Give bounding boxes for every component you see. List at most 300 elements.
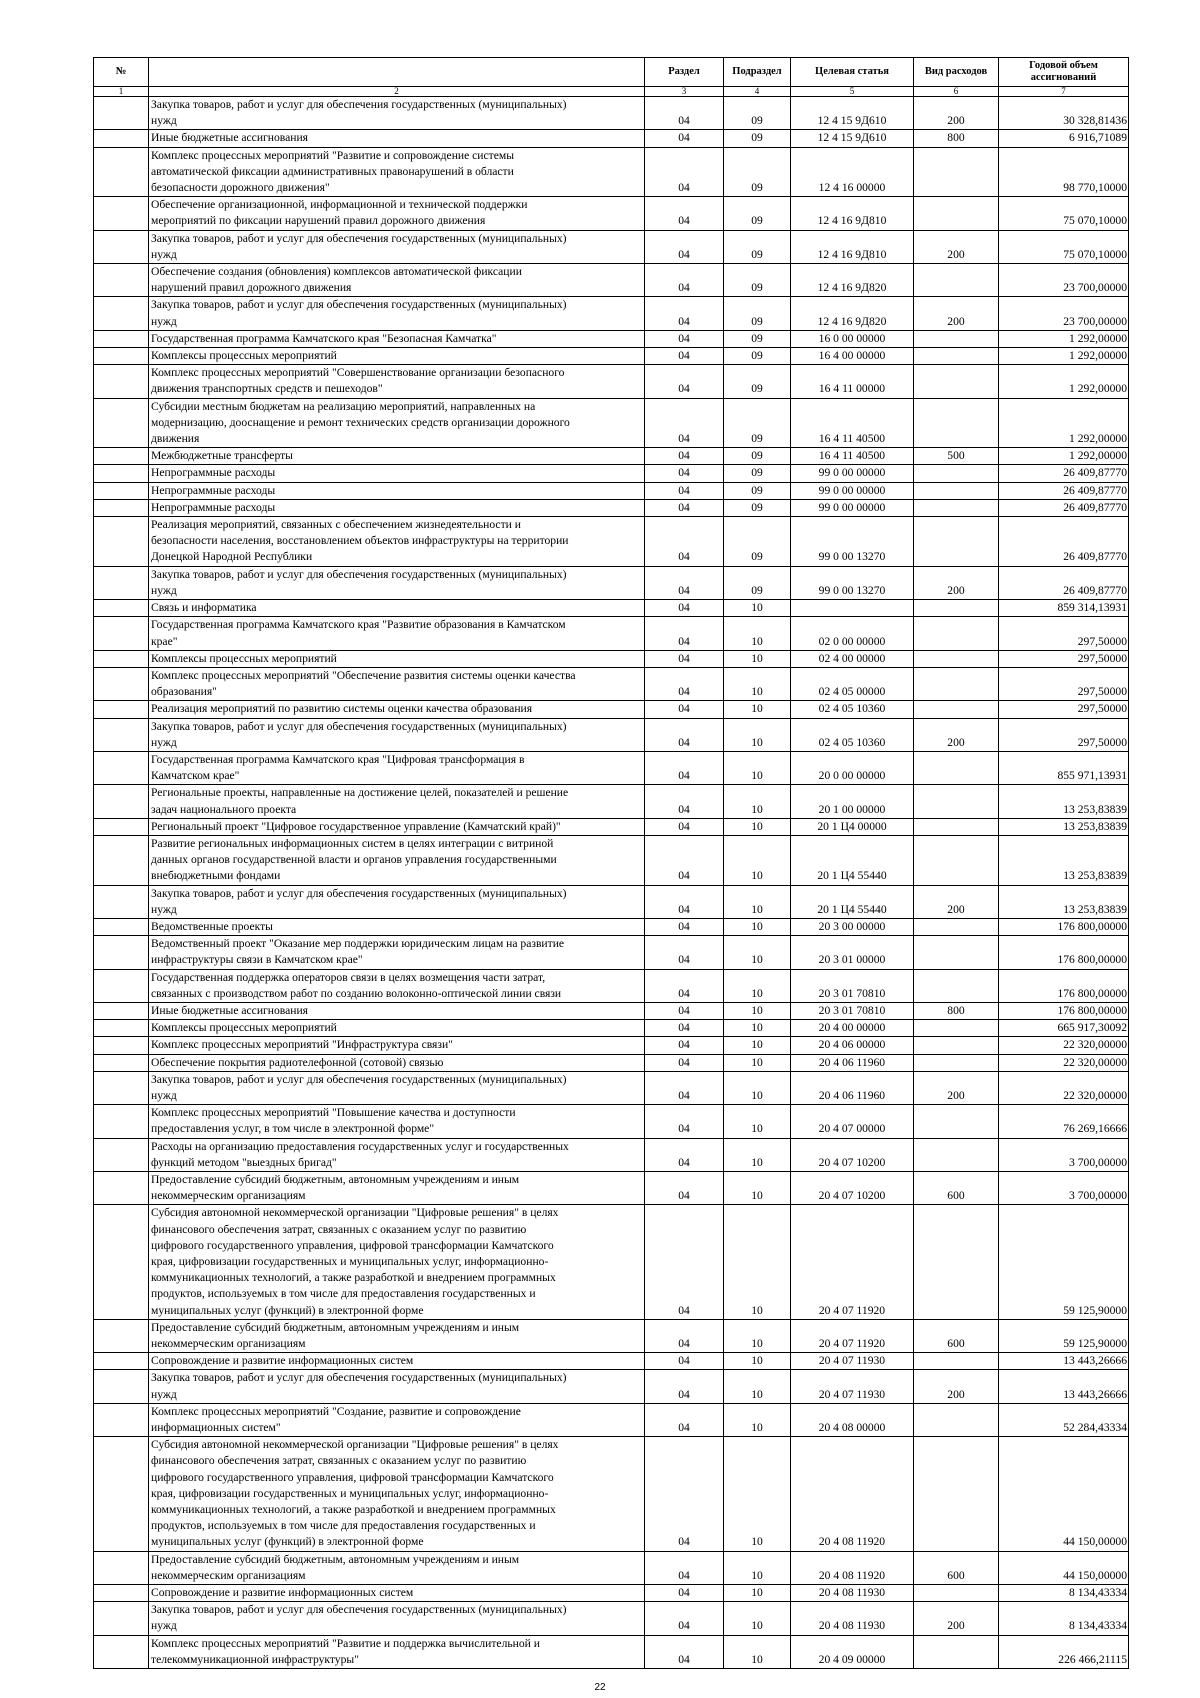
cell-godovoy-obem: 13 253,83839 — [999, 818, 1129, 835]
cell-razdel: 04 — [645, 835, 724, 885]
cell-godovoy-obem: 22 320,00000 — [999, 1071, 1129, 1104]
cell-podrazdel: 10 — [724, 1370, 791, 1403]
cell-podrazdel: 10 — [724, 1635, 791, 1668]
table-row — [94, 667, 1129, 700]
cell-num — [94, 1054, 149, 1071]
cell-godovoy-obem: 297,50000 — [999, 650, 1129, 667]
cell-podrazdel: 09 — [724, 230, 791, 263]
cell-tselevaya-statya: 20 3 01 70810 — [791, 1002, 914, 1019]
cell-godovoy-obem: 176 800,00000 — [999, 1002, 1129, 1019]
cell-vid-rashodov — [914, 600, 999, 617]
cell-podrazdel: 09 — [724, 197, 791, 230]
cell-vid-rashodov — [914, 918, 999, 935]
cell-razdel: 04 — [645, 465, 724, 482]
table-row — [94, 97, 1129, 130]
cell-podrazdel: 10 — [724, 936, 791, 969]
cell-godovoy-obem: 855 971,13931 — [999, 751, 1129, 784]
cell-name: Закупка товаров, работ и услуг для обеспечения государственных (муниципальных) нужд — [149, 297, 645, 330]
cell-godovoy-obem: 26 409,87770 — [999, 482, 1129, 499]
table-row — [94, 1138, 1129, 1171]
cell-razdel: 04 — [645, 1635, 724, 1668]
cell-podrazdel: 10 — [724, 1551, 791, 1584]
cell-num — [94, 918, 149, 935]
cell-tselevaya-statya: 02 0 00 00000 — [791, 617, 914, 650]
cell-razdel: 04 — [645, 130, 724, 147]
cell-razdel: 04 — [645, 1602, 724, 1635]
cell-vid-rashodov: 800 — [914, 130, 999, 147]
cell-tselevaya-statya: 20 4 08 00000 — [791, 1403, 914, 1436]
cell-name: Комплекс процессных мероприятий "Развитие и сопровождение системы автоматической фиксации административных правонарушений в области безопасности дорожного движения" — [149, 147, 645, 197]
cell-tselevaya-statya: 20 4 00 00000 — [791, 1020, 914, 1037]
cell-name: Обеспечение создания (обновления) комплексов автоматической фиксации нарушений правил дорожного движения — [149, 264, 645, 297]
cell-num — [94, 1353, 149, 1370]
cell-name: Комплекс процессных мероприятий "Создание, развитие и сопровождение информационных систем" — [149, 1403, 645, 1436]
cell-podrazdel: 10 — [724, 1105, 791, 1138]
cell-vid-rashodov: 200 — [914, 297, 999, 330]
cell-razdel: 04 — [645, 1037, 724, 1054]
table-row — [94, 650, 1129, 667]
cell-godovoy-obem: 75 070,10000 — [999, 197, 1129, 230]
cell-podrazdel: 10 — [724, 617, 791, 650]
cell-podrazdel: 10 — [724, 701, 791, 718]
table-row — [94, 1105, 1129, 1138]
cell-num — [94, 482, 149, 499]
table-row — [94, 398, 1129, 448]
cell-name: Ведомственные проекты — [149, 918, 645, 935]
cell-name: Субсидия автономной некоммерческой организации "Цифровые решения" в целях финансового обеспечения затрат, связанных с оказанием услуг по развитию цифрового государственного управления, цифровой трансформации Камчатского края, цифровизации государственных и муниципальных услуг, информационно- коммуникационных технологий, а также разработкой и внедрением программных продуктов, используемых в том числе для предоставления государственных и муниципальных услуг (функций) в электронной форме — [149, 1437, 645, 1551]
cell-name: Комплекс процессных мероприятий "Повышение качества и доступности предоставления услуг, в том числе в электронной форме" — [149, 1105, 645, 1138]
cell-tselevaya-statya: 12 4 15 9Д610 — [791, 130, 914, 147]
cell-name: Сопровождение и развитие информационных систем — [149, 1585, 645, 1602]
cell-tselevaya-statya: 12 4 16 9Д810 — [791, 230, 914, 263]
cell-vid-rashodov: 600 — [914, 1172, 999, 1205]
cell-godovoy-obem: 44 150,00000 — [999, 1551, 1129, 1584]
table-row — [94, 1585, 1129, 1602]
table-row — [94, 517, 1129, 567]
cell-podrazdel: 09 — [724, 448, 791, 465]
cell-razdel: 04 — [645, 1172, 724, 1205]
cell-vid-rashodov — [914, 1403, 999, 1436]
header-godovoy-obem: Годовой объем ассигнований — [999, 58, 1129, 87]
cell-tselevaya-statya: 20 4 08 11920 — [791, 1551, 914, 1584]
cell-tselevaya-statya: 02 4 00 00000 — [791, 650, 914, 667]
cell-podrazdel: 10 — [724, 1602, 791, 1635]
column-number: 3 — [645, 87, 724, 97]
table-row — [94, 617, 1129, 650]
cell-razdel: 04 — [645, 147, 724, 197]
cell-razdel: 04 — [645, 936, 724, 969]
cell-razdel: 04 — [645, 1020, 724, 1037]
cell-num — [94, 1020, 149, 1037]
cell-podrazdel: 09 — [724, 297, 791, 330]
cell-godovoy-obem: 30 328,81436 — [999, 97, 1129, 130]
cell-razdel: 04 — [645, 751, 724, 784]
cell-godovoy-obem: 23 700,00000 — [999, 297, 1129, 330]
cell-godovoy-obem: 13 443,26666 — [999, 1370, 1129, 1403]
cell-razdel: 04 — [645, 617, 724, 650]
cell-razdel: 04 — [645, 499, 724, 516]
cell-num — [94, 1551, 149, 1584]
cell-podrazdel: 10 — [724, 918, 791, 935]
cell-tselevaya-statya: 20 4 06 11960 — [791, 1054, 914, 1071]
cell-tselevaya-statya: 12 4 16 00000 — [791, 147, 914, 197]
cell-podrazdel: 09 — [724, 264, 791, 297]
cell-name: Обеспечение покрытия радиотелефонной (сотовой) связью — [149, 1054, 645, 1071]
cell-vid-rashodov: 200 — [914, 1602, 999, 1635]
cell-num — [94, 650, 149, 667]
cell-godovoy-obem: 76 269,16666 — [999, 1105, 1129, 1138]
cell-tselevaya-statya: 16 4 11 40500 — [791, 448, 914, 465]
cell-num — [94, 1138, 149, 1171]
cell-name: Ведомственный проект "Оказание мер поддержки юридическим лицам на развитие инфраструктуры связи в Камчатском крае" — [149, 936, 645, 969]
cell-razdel: 04 — [645, 600, 724, 617]
cell-name: Закупка товаров, работ и услуг для обеспечения государственных (муниципальных) нужд — [149, 885, 645, 918]
cell-tselevaya-statya: 20 3 01 70810 — [791, 969, 914, 1002]
cell-name: Субсидии местным бюджетам на реализацию мероприятий, направленных на модернизацию, дооснащение и ремонт технических средств организации дорожного движения — [149, 398, 645, 448]
cell-name: Иные бюджетные ассигнования — [149, 1002, 645, 1019]
cell-name: Комплекс процессных мероприятий "Инфраструктура связи" — [149, 1037, 645, 1054]
cell-vid-rashodov — [914, 197, 999, 230]
cell-num — [94, 885, 149, 918]
cell-num — [94, 365, 149, 398]
cell-razdel: 04 — [645, 718, 724, 751]
cell-tselevaya-statya: 20 4 07 10200 — [791, 1138, 914, 1171]
table-row — [94, 1054, 1129, 1071]
cell-num — [94, 835, 149, 885]
cell-vid-rashodov — [914, 1138, 999, 1171]
cell-tselevaya-statya: 20 4 07 11920 — [791, 1319, 914, 1352]
cell-num — [94, 1002, 149, 1019]
cell-tselevaya-statya: 12 4 16 9Д820 — [791, 264, 914, 297]
cell-vid-rashodov: 200 — [914, 566, 999, 599]
header-podrazdel: Подраздел — [724, 58, 791, 87]
header-name — [149, 58, 645, 87]
table-row — [94, 1551, 1129, 1584]
cell-num — [94, 718, 149, 751]
table-row — [94, 348, 1129, 365]
table-row — [94, 1319, 1129, 1352]
table-row — [94, 885, 1129, 918]
cell-name: Государственная поддержка операторов связи в целях возмещения части затрат, связанных с производством работ по созданию волоконно-оптической линии связи — [149, 969, 645, 1002]
cell-num — [94, 1585, 149, 1602]
cell-tselevaya-statya: 20 4 07 11920 — [791, 1205, 914, 1319]
column-number: 2 — [149, 87, 645, 97]
cell-name: Закупка товаров, работ и услуг для обеспечения государственных (муниципальных) нужд — [149, 566, 645, 599]
cell-godovoy-obem: 6 916,71089 — [999, 130, 1129, 147]
cell-razdel: 04 — [645, 1138, 724, 1171]
cell-num — [94, 264, 149, 297]
cell-vid-rashodov — [914, 517, 999, 567]
cell-godovoy-obem: 22 320,00000 — [999, 1054, 1129, 1071]
cell-name: Расходы на организацию предоставления государственных услуг и государственных функций методом "выездных бригад" — [149, 1138, 645, 1171]
cell-podrazdel: 09 — [724, 365, 791, 398]
cell-name: Реализация мероприятий по развитию системы оценки качества образования — [149, 701, 645, 718]
cell-razdel: 04 — [645, 1054, 724, 1071]
cell-vid-rashodov — [914, 667, 999, 700]
cell-razdel: 04 — [645, 667, 724, 700]
cell-vid-rashodov: 200 — [914, 1370, 999, 1403]
document-page — [93, 57, 1128, 1669]
cell-godovoy-obem: 176 800,00000 — [999, 969, 1129, 1002]
cell-vid-rashodov: 200 — [914, 718, 999, 751]
cell-tselevaya-statya: 20 4 07 00000 — [791, 1105, 914, 1138]
cell-num — [94, 1319, 149, 1352]
table-row — [94, 1437, 1129, 1551]
cell-tselevaya-statya: 20 0 00 00000 — [791, 751, 914, 784]
cell-tselevaya-statya: 20 4 09 00000 — [791, 1635, 914, 1668]
page-number: 22 — [594, 1682, 606, 1693]
cell-vid-rashodov — [914, 1020, 999, 1037]
cell-vid-rashodov — [914, 936, 999, 969]
cell-godovoy-obem: 1 292,00000 — [999, 330, 1129, 347]
table-row — [94, 701, 1129, 718]
cell-name: Комплекс процессных мероприятий "Совершенствование организации безопасного движения транспортных средств и пешеходов" — [149, 365, 645, 398]
cell-godovoy-obem: 26 409,87770 — [999, 517, 1129, 567]
table-row — [94, 264, 1129, 297]
cell-razdel: 04 — [645, 1353, 724, 1370]
cell-tselevaya-statya: 02 4 05 10360 — [791, 718, 914, 751]
cell-tselevaya-statya: 20 1 Ц4 00000 — [791, 818, 914, 835]
table-row — [94, 147, 1129, 197]
cell-razdel: 04 — [645, 297, 724, 330]
cell-num — [94, 1602, 149, 1635]
table-row — [94, 1002, 1129, 1019]
cell-godovoy-obem: 22 320,00000 — [999, 1037, 1129, 1054]
cell-godovoy-obem: 26 409,87770 — [999, 566, 1129, 599]
table-row — [94, 1037, 1129, 1054]
cell-tselevaya-statya: 12 4 16 9Д820 — [791, 297, 914, 330]
table-row — [94, 1020, 1129, 1037]
cell-vid-rashodov — [914, 147, 999, 197]
cell-razdel: 04 — [645, 448, 724, 465]
table-row — [94, 1353, 1129, 1370]
column-number: 7 — [999, 87, 1129, 97]
cell-tselevaya-statya: 12 4 15 9Д610 — [791, 97, 914, 130]
cell-razdel: 04 — [645, 1551, 724, 1584]
header-num: № — [94, 58, 149, 87]
cell-podrazdel: 09 — [724, 482, 791, 499]
cell-num — [94, 1105, 149, 1138]
cell-godovoy-obem: 13 253,83839 — [999, 835, 1129, 885]
cell-num — [94, 197, 149, 230]
cell-podrazdel: 10 — [724, 1403, 791, 1436]
cell-tselevaya-statya: 20 4 08 11930 — [791, 1602, 914, 1635]
cell-razdel: 04 — [645, 1585, 724, 1602]
cell-podrazdel: 10 — [724, 969, 791, 1002]
cell-godovoy-obem: 13 253,83839 — [999, 885, 1129, 918]
cell-tselevaya-statya: 99 0 00 00000 — [791, 499, 914, 516]
cell-godovoy-obem: 59 125,90000 — [999, 1319, 1129, 1352]
cell-godovoy-obem: 75 070,10000 — [999, 230, 1129, 263]
cell-podrazdel: 10 — [724, 1437, 791, 1551]
cell-godovoy-obem: 26 409,87770 — [999, 465, 1129, 482]
cell-name: Государственная программа Камчатского края "Безопасная Камчатка" — [149, 330, 645, 347]
cell-vid-rashodov — [914, 1635, 999, 1668]
cell-name: Закупка товаров, работ и услуг для обеспечения государственных (муниципальных) нужд — [149, 1370, 645, 1403]
cell-podrazdel: 09 — [724, 398, 791, 448]
cell-num — [94, 600, 149, 617]
cell-tselevaya-statya: 12 4 16 9Д810 — [791, 197, 914, 230]
cell-vid-rashodov: 500 — [914, 448, 999, 465]
cell-godovoy-obem: 226 466,21115 — [999, 1635, 1129, 1668]
cell-tselevaya-statya: 20 1 00 00000 — [791, 785, 914, 818]
table-row — [94, 482, 1129, 499]
cell-razdel: 04 — [645, 1002, 724, 1019]
cell-podrazdel: 09 — [724, 348, 791, 365]
cell-name: Непрограммные расходы — [149, 499, 645, 516]
cell-num — [94, 818, 149, 835]
cell-vid-rashodov — [914, 835, 999, 885]
cell-razdel: 04 — [645, 197, 724, 230]
cell-name: Закупка товаров, работ и услуг для обеспечения государственных (муниципальных) нужд — [149, 230, 645, 263]
cell-num — [94, 566, 149, 599]
cell-podrazdel: 10 — [724, 751, 791, 784]
cell-razdel: 04 — [645, 1105, 724, 1138]
cell-podrazdel: 10 — [724, 1002, 791, 1019]
cell-razdel: 04 — [645, 701, 724, 718]
cell-name: Межбюджетные трансферты — [149, 448, 645, 465]
column-number: 4 — [724, 87, 791, 97]
cell-tselevaya-statya: 16 0 00 00000 — [791, 330, 914, 347]
table-row — [94, 465, 1129, 482]
cell-num — [94, 230, 149, 263]
cell-tselevaya-statya: 20 4 06 00000 — [791, 1037, 914, 1054]
cell-godovoy-obem: 26 409,87770 — [999, 499, 1129, 516]
cell-tselevaya-statya: 16 4 00 00000 — [791, 348, 914, 365]
table-row — [94, 936, 1129, 969]
cell-razdel: 04 — [645, 348, 724, 365]
cell-razdel: 04 — [645, 482, 724, 499]
cell-razdel: 04 — [645, 918, 724, 935]
table-row — [94, 1635, 1129, 1668]
cell-godovoy-obem: 23 700,00000 — [999, 264, 1129, 297]
cell-vid-rashodov — [914, 785, 999, 818]
cell-razdel: 04 — [645, 1437, 724, 1551]
cell-vid-rashodov: 800 — [914, 1002, 999, 1019]
cell-vid-rashodov: 200 — [914, 230, 999, 263]
cell-razdel: 04 — [645, 97, 724, 130]
cell-tselevaya-statya: 20 4 07 10200 — [791, 1172, 914, 1205]
cell-num — [94, 465, 149, 482]
cell-num — [94, 1071, 149, 1104]
cell-tselevaya-statya: 20 3 01 00000 — [791, 936, 914, 969]
cell-podrazdel: 10 — [724, 1353, 791, 1370]
cell-tselevaya-statya: 16 4 11 40500 — [791, 398, 914, 448]
cell-tselevaya-statya: 20 3 00 00000 — [791, 918, 914, 935]
cell-vid-rashodov: 600 — [914, 1551, 999, 1584]
table-row — [94, 918, 1129, 935]
cell-name: Реализация мероприятий, связанных с обеспечением жизнедеятельности и безопасности населения, восстановлением объектов инфраструктуры на территории Донецкой Народной Республики — [149, 517, 645, 567]
cell-podrazdel: 10 — [724, 785, 791, 818]
cell-name: Комплекс процессных мероприятий "Обеспечение развития системы оценки качества образования" — [149, 667, 645, 700]
cell-podrazdel: 09 — [724, 97, 791, 130]
table-body — [94, 97, 1129, 1669]
cell-podrazdel: 10 — [724, 1020, 791, 1037]
cell-godovoy-obem: 3 700,00000 — [999, 1138, 1129, 1171]
table-row — [94, 448, 1129, 465]
cell-razdel: 04 — [645, 264, 724, 297]
cell-vid-rashodov: 200 — [914, 885, 999, 918]
cell-name: Обеспечение организационной, информационной и технической поддержки мероприятий по фиксации нарушений правил дорожного движения — [149, 197, 645, 230]
cell-tselevaya-statya — [791, 600, 914, 617]
cell-razdel: 04 — [645, 517, 724, 567]
cell-podrazdel: 10 — [724, 600, 791, 617]
cell-podrazdel: 10 — [724, 667, 791, 700]
cell-podrazdel: 09 — [724, 130, 791, 147]
cell-podrazdel: 09 — [724, 147, 791, 197]
cell-godovoy-obem: 297,50000 — [999, 718, 1129, 751]
table-row — [94, 330, 1129, 347]
cell-vid-rashodov — [914, 264, 999, 297]
cell-num — [94, 97, 149, 130]
cell-vid-rashodov — [914, 617, 999, 650]
table-row — [94, 130, 1129, 147]
cell-vid-rashodov — [914, 701, 999, 718]
cell-razdel: 04 — [645, 330, 724, 347]
table-row — [94, 1370, 1129, 1403]
cell-godovoy-obem: 176 800,00000 — [999, 918, 1129, 935]
cell-num — [94, 936, 149, 969]
cell-num — [94, 147, 149, 197]
cell-name: Закупка товаров, работ и услуг для обеспечения государственных (муниципальных) нужд — [149, 718, 645, 751]
cell-podrazdel: 09 — [724, 499, 791, 516]
cell-tselevaya-statya: 02 4 05 00000 — [791, 667, 914, 700]
cell-godovoy-obem: 3 700,00000 — [999, 1172, 1129, 1205]
cell-razdel: 04 — [645, 230, 724, 263]
table-row — [94, 835, 1129, 885]
cell-godovoy-obem: 297,50000 — [999, 617, 1129, 650]
cell-vid-rashodov: 200 — [914, 1071, 999, 1104]
table-row — [94, 197, 1129, 230]
cell-vid-rashodov — [914, 330, 999, 347]
cell-num — [94, 617, 149, 650]
cell-godovoy-obem: 1 292,00000 — [999, 365, 1129, 398]
cell-name: Закупка товаров, работ и услуг для обеспечения государственных (муниципальных) нужд — [149, 1071, 645, 1104]
cell-godovoy-obem: 859 314,13931 — [999, 600, 1129, 617]
cell-tselevaya-statya: 99 0 00 13270 — [791, 517, 914, 567]
column-number: 5 — [791, 87, 914, 97]
cell-podrazdel: 09 — [724, 330, 791, 347]
cell-vid-rashodov — [914, 1054, 999, 1071]
cell-tselevaya-statya: 16 4 11 00000 — [791, 365, 914, 398]
column-numbers-row — [94, 87, 1129, 97]
cell-num — [94, 1635, 149, 1668]
cell-podrazdel: 09 — [724, 566, 791, 599]
cell-vid-rashodov — [914, 1205, 999, 1319]
cell-podrazdel: 10 — [724, 885, 791, 918]
table-row — [94, 785, 1129, 818]
cell-vid-rashodov — [914, 365, 999, 398]
cell-podrazdel: 10 — [724, 818, 791, 835]
cell-vid-rashodov — [914, 969, 999, 1002]
cell-tselevaya-statya: 20 1 Ц4 55440 — [791, 885, 914, 918]
cell-name: Государственная программа Камчатского края "Развитие образования в Камчатском крае" — [149, 617, 645, 650]
cell-vid-rashodov — [914, 482, 999, 499]
cell-godovoy-obem: 98 770,10000 — [999, 147, 1129, 197]
cell-tselevaya-statya: 99 0 00 00000 — [791, 465, 914, 482]
cell-tselevaya-statya: 20 4 08 11930 — [791, 1585, 914, 1602]
cell-tselevaya-statya: 99 0 00 13270 — [791, 566, 914, 599]
cell-podrazdel: 10 — [724, 1172, 791, 1205]
cell-num — [94, 667, 149, 700]
cell-name: Предоставление субсидий бюджетным, автономным учреждениям и иным некоммерческим организациям — [149, 1551, 645, 1584]
cell-podrazdel: 10 — [724, 835, 791, 885]
table-row — [94, 230, 1129, 263]
cell-godovoy-obem: 59 125,90000 — [999, 1205, 1129, 1319]
column-number: 1 — [94, 87, 149, 97]
cell-name: Субсидия автономной некоммерческой организации "Цифровые решения" в целях финансового обеспечения затрат, связанных с оказанием услуг по развитию цифрового государственного управления, цифровой трансформации Камчатского края, цифровизации государственных и муниципальных услуг, информационно- коммуникационных технологий, а также разработкой и внедрением программных продуктов, используемых в том числе для предоставления государственных и муниципальных услуг (функций) в электронной форме — [149, 1205, 645, 1319]
cell-podrazdel: 10 — [724, 650, 791, 667]
